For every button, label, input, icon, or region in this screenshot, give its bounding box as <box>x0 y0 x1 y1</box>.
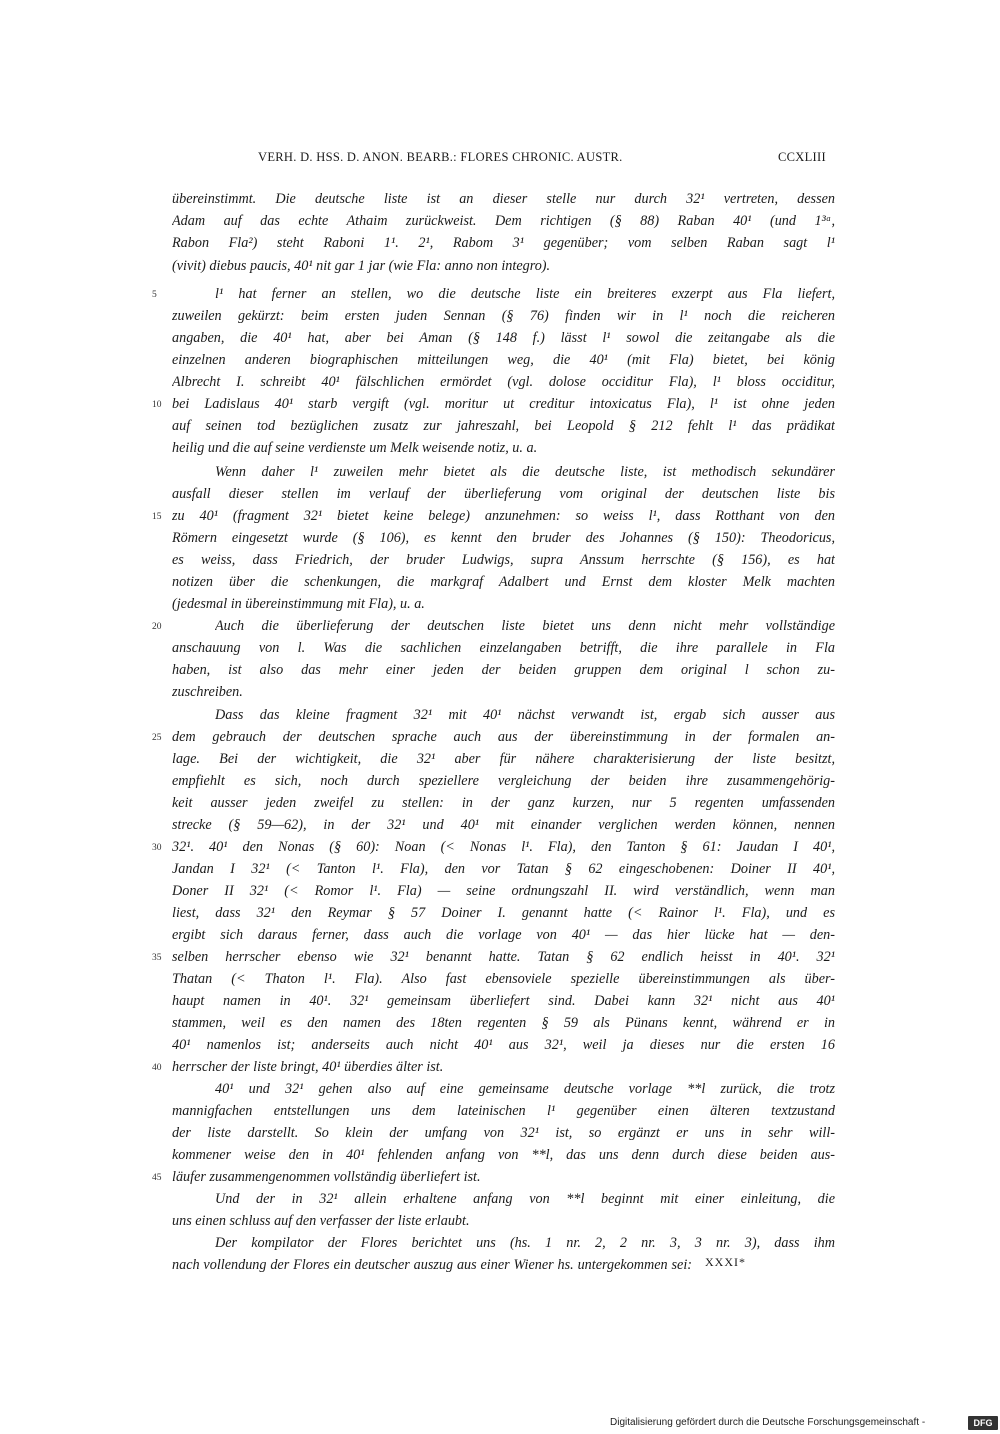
text-line: dem gebrauch der deutschen sprache auch aus der übereinstimmung in der formalen an- <box>172 729 835 745</box>
text-line: angaben, die 40¹ hat, aber bei Aman (§ 148 f.) lässt l¹ sowol die zeitangabe als die <box>172 330 835 346</box>
line-number: 30 <box>152 843 162 853</box>
text-line: zuweilen gekürzt: beim ersten juden Sennan (§ 76) finden wir in l¹ noch die reicheren <box>172 308 835 324</box>
text-line: 40¹ und 32¹ gehen also auf eine gemeinsame deutsche vorlage **l zurück, die trotz <box>215 1081 835 1097</box>
text-line: heilig und die auf seine verdienste um Melk weisende notiz, u. a. <box>172 440 538 456</box>
text-line: der liste darstellt. So klein der umfang von 32¹ ist, so ergänzt er uns in sehr will- <box>172 1125 835 1141</box>
text-line: Römern eingesetzt wurde (§ 106), es kennt den bruder des Johannes (§ 150): Theodoricus, <box>172 530 835 546</box>
text-line: empfiehlt es sich, noch durch speziellere vergleichung der beiden ihre zusammengehörig- <box>172 773 835 789</box>
text-line: mannigfachen entstellungen uns dem lateinischen l¹ gegenüber einen älteren textzustand <box>172 1103 835 1119</box>
text-line: 40¹ namenlos ist; anderseits auch nicht 40¹ aus 32¹, weil ja dieses nur die ersten 16 <box>172 1037 835 1053</box>
text-line: notizen über die schenkungen, die markgraf Adalbert und Ernst dem kloster Melk machten <box>172 574 835 590</box>
text-line: Thatan (< Thaton l¹. Fla). Also fast ebensoviele spezielle übereinstimmungen als über- <box>172 971 835 987</box>
digitization-footer <box>610 1415 1000 1431</box>
text-line: läufer zusammengenommen vollständig überliefert ist. <box>172 1169 481 1185</box>
line-number: 35 <box>152 953 162 963</box>
text-line: keit ausser jeden zweifel zu stellen: in der ganz kurzen, nur 5 regenten umfassenden <box>172 795 835 811</box>
text-line: Doner II 32¹ (< Romor l¹. Fla) — seine ordnungszahl II. wird verständlich, wenn man <box>172 883 835 899</box>
text-line: uns einen schluss auf den verfasser der liste erlaubt. <box>172 1213 470 1229</box>
line-number: 20 <box>152 622 162 632</box>
text-line: Auch die überlieferung der deutschen liste bietet uns denn nicht mehr vollständige <box>215 618 835 634</box>
dfg-logo-icon: DFG <box>968 1416 998 1430</box>
text-line: Der kompilator der Flores berichtet uns (hs. 1 nr. 2, 2 nr. 3, 3 nr. 3), dass ihm <box>215 1235 835 1251</box>
text-line: (jedesmal in übereinstimmung mit Fla), u. a. <box>172 596 425 612</box>
text-line: l¹ hat ferner an stellen, wo die deutsche liste ein breiteres exzerpt aus Fla liefert, <box>215 286 835 302</box>
signature-mark: XXXI* <box>705 1255 746 1269</box>
text-line: liest, dass 32¹ den Reymar § 57 Doiner I. genannt hatte (< Rainor l¹. Fla), und es <box>172 905 835 921</box>
text-line: strecke (§ 59—62), in der 32¹ und 40¹ mit einander verglichen werden können, nennen <box>172 817 835 833</box>
text-line: ergibt sich daraus ferner, dass auch die vorlage von 40¹ — das hier lücke hat — den- <box>172 927 835 943</box>
text-line: (vivit) diebus paucis, 40¹ nit gar 1 jar (wie Fla: anno non integro). <box>172 258 551 274</box>
text-line: Wenn daher l¹ zuweilen mehr bietet als die deutsche liste, ist methodisch sekundärer <box>215 464 835 480</box>
text-line: übereinstimmt. Die deutsche liste ist an dieser stelle nur durch 32¹ vertreten, dessen <box>172 191 835 207</box>
text-line: Rabon Fla²) steht Raboni 1¹. 2¹, Rabom 3¹ gegenüber; vom selben Raban sagt l¹ <box>172 235 835 251</box>
text-line: Jandan I 32¹ (< Tanton l¹. Fla), den vor Tatan § 62 eingeschobenen: Doiner II 40¹, <box>172 861 835 877</box>
text-line: einzelnen anderen biographischen mitteilungen weg, die 40¹ (mit Fla) bietet, bei könig <box>172 352 835 368</box>
line-number: 25 <box>152 733 162 743</box>
text-line: selben herrscher ebenso wie 32¹ benannt hatte. Tatan § 62 endlich heisst in 40¹. 32¹ <box>172 949 835 965</box>
running-title: VERH. D. HSS. D. ANON. BEARB.: FLORES CHRONIC. AUSTR. <box>258 150 623 164</box>
text-line: lage. Bei der wichtigkeit, die 32¹ aber für nähere charakterisierung der liste besitzt, <box>172 751 835 767</box>
line-number: 5 <box>152 290 157 300</box>
text-line: anschauung von l. Was die sachlichen einzelangaben betrifft, die ihre parallele in Fla <box>172 640 835 656</box>
text-line: Adam auf das echte Athaim zurückweist. Dem richtigen (§ 88) Raban 40¹ (und 1³ᵃ, <box>172 213 835 229</box>
page-number: CCXLIII <box>778 150 826 164</box>
running-header <box>0 150 1000 170</box>
text-line: Albrecht I. schreibt 40¹ fälschlichen ermördet (vgl. dolose occiditur Fla), l¹ bloss occiditur, <box>172 374 835 390</box>
text-line: haupt namen in 40¹. 32¹ gemeinsam überliefert sind. Dabei kann 32¹ nicht aus 40¹ <box>172 993 835 1009</box>
text-line: bei Ladislaus 40¹ starb vergift (vgl. moritur ut creditur intoxicatus Fla), l¹ ist ohne jeden <box>172 396 835 412</box>
text-line: zuschreiben. <box>172 684 243 700</box>
footer-credit: Digitalisierung gefördert durch die Deutsche Forschungsgemeinschaft - <box>610 1417 926 1428</box>
line-number: 45 <box>152 1173 162 1183</box>
text-line: auf seinen tod bezüglichen zusatz zur jahreszahl, bei Leopold § 212 fehlt l¹ das prädikat <box>172 418 835 434</box>
text-line: kommener weise den in 40¹ fehlenden anfang von **l, das uns denn durch diese beiden aus- <box>172 1147 835 1163</box>
text-line: 32¹. 40¹ den Nonas (§ 60): Noan (< Nonas l¹. Fla), den Tanton § 61: Jaudan I 40¹, <box>172 839 835 855</box>
line-number: 40 <box>152 1063 162 1073</box>
text-line: es weiss, dass Friedrich, der bruder Ludwigs, supra Anssum herrschte (§ 156), es hat <box>172 552 835 568</box>
text-line: Und der in 32¹ allein erhaltene anfang von **l beginnt mit einer einleitung, die <box>215 1191 835 1207</box>
text-line: Dass das kleine fragment 32¹ mit 40¹ nächst verwandt ist, ergab sich ausser aus <box>215 707 835 723</box>
text-line: zu 40¹ (fragment 32¹ bietet keine belege) anzunehmen: so weiss l¹, dass Rotthant von den <box>172 508 835 524</box>
line-number: 10 <box>152 400 162 410</box>
line-number: 15 <box>152 512 162 522</box>
text-line: stammen, weil es den namen des 18ten regenten § 59 als Pünans kennt, während er in <box>172 1015 835 1031</box>
text-line: haben, ist also das mehr einer jeden der beiden gruppen dem original l schon zu- <box>172 662 835 678</box>
text-line: ausfall dieser stellen im verlauf der überlieferung vom original der deutschen liste bis <box>172 486 835 502</box>
text-line: herrscher der liste bringt, 40¹ überdies älter ist. <box>172 1059 444 1075</box>
text-line: nach vollendung der Flores ein deutscher auszug aus einer Wiener hs. untergekommen sei: <box>172 1257 692 1273</box>
